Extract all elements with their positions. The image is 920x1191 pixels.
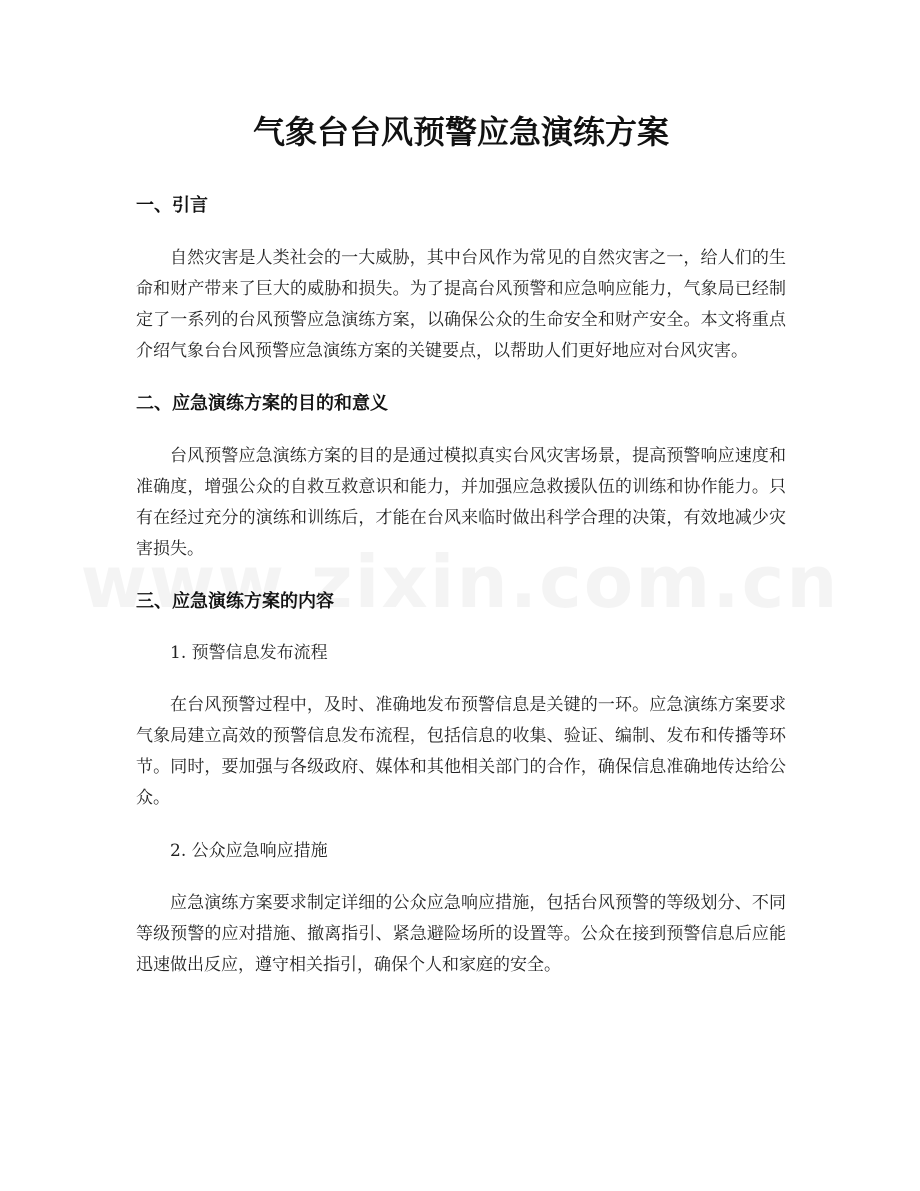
subsection-paragraph-public-response: 应急演练方案要求制定详细的公众应急响应措施，包括台风预警的等级划分、不同等级预警的应对措施、撤离指引、紧急避险场所的设置等。公众在接到预警信息后应能迅速做出反应，遵守相关指引，确保个人和家庭的安全。 [136, 893, 786, 975]
section-paragraph-purpose: 台风预警应急演练方案的目的是通过模拟真实台风灾害场景，提高预警响应速度和准确度，增强公众的自救互救意识和能力，并加强应急救援队伍的训练和协作能力。只有在经过充分的演练和训练后，才能在台风来临时做出科学合理的决策，有效地减少灾害损失。 [136, 446, 786, 559]
section-heading-purpose: 二、应急演练方案的目的和意义 [136, 393, 388, 414]
section-heading-introduction: 一、引言 [136, 195, 208, 216]
section-heading-content: 三、应急演练方案的内容 [136, 591, 334, 612]
section-paragraph-introduction: 自然灾害是人类社会的一大威胁，其中台风作为常见的自然灾害之一，给人们的生命和财产带来了巨大的威胁和损失。为了提高台风预警和应急响应能力，气象局已经制定了一系列的台风预警应急演练方案，以确保公众的生命安全和财产安全。本文将重点介绍气象台台风预警应急演练方案的关键要点，以帮助人们更好地应对台风灾害。 [136, 248, 786, 361]
document-title: 气象台台风预警应急演练方案 [252, 113, 669, 151]
subsection-heading-warning-release: 1. 预警信息发布流程 [170, 643, 328, 663]
document-body [136, 108, 786, 981]
subsection-heading-public-response: 2. 公众应急响应措施 [170, 841, 328, 861]
subsection-paragraph-warning-release: 在台风预警过程中，及时、准确地发布预警信息是关键的一环。应急演练方案要求气象局建立高效的预警信息发布流程，包括信息的收集、验证、编制、发布和传播等环节。同时，要加强与各级政府、媒体和其他相关部门的合作，确保信息准确地传达给公众。 [136, 695, 786, 808]
